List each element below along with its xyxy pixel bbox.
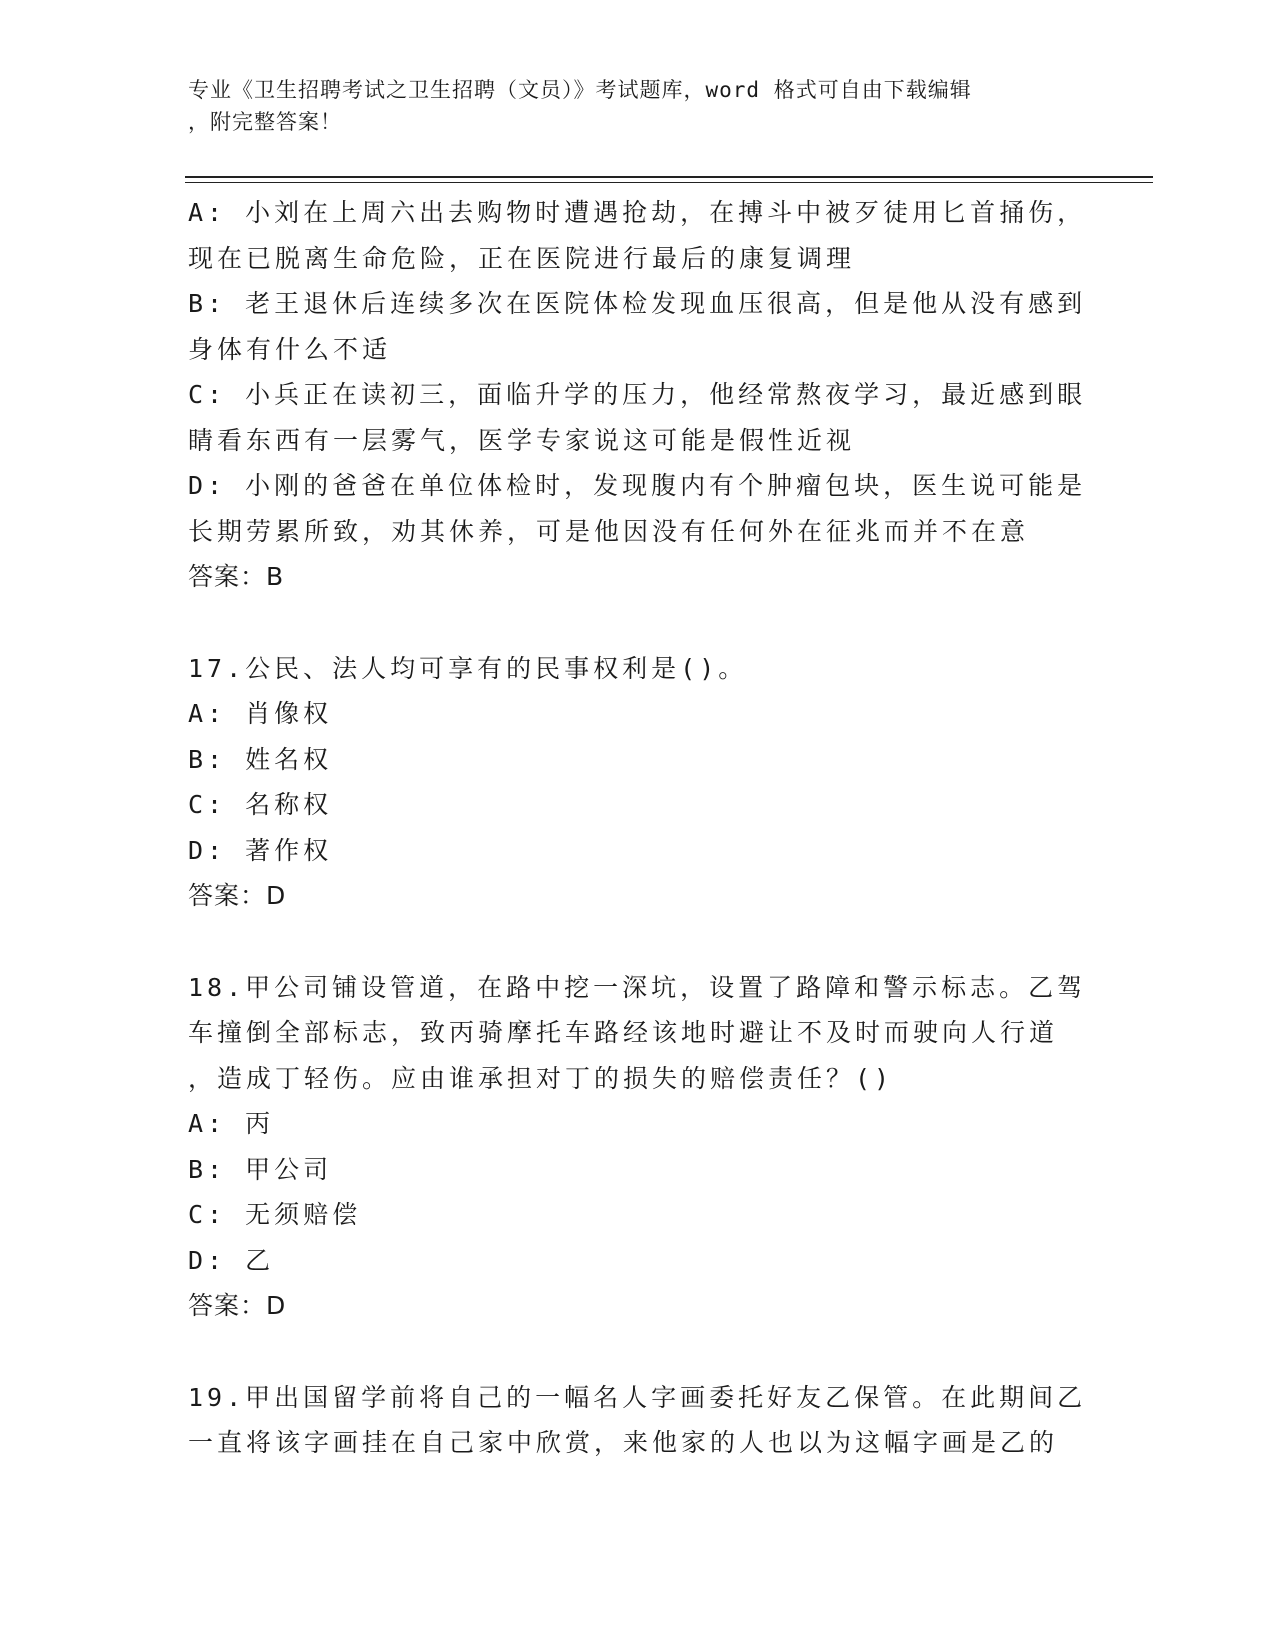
q18-question-line: 车撞倒全部标志，致丙骑摩托车路经该地时避让不及时而驶向人行道: [188, 1018, 1059, 1047]
q16-option-text: 睛看东西有一层雾气，医学专家说这可能是假性近视: [188, 425, 856, 455]
q17-option-d: D: 著作权: [188, 835, 333, 865]
q16-option-text: B: 老王退休后连续多次在医院体检发现血压很高，但是他从没有感到: [188, 289, 1087, 318]
q18-option-c: C: 无须赔偿: [188, 1200, 362, 1229]
q18-option-d: D: 乙: [188, 1245, 275, 1275]
q18-question-line: ，造成丁轻伤。应由谁承担对丁的损失的赔偿责任？(): [188, 1063, 894, 1093]
header-divider-thick: [185, 176, 1153, 178]
q18-question-line: 18.甲公司铺设管道，在路中挖一深坑，设置了路障和警示标志。乙驾: [188, 972, 1087, 1002]
q16-option-text: 长期劳累所致，劝其休养，可是他因没有任何外在征兆而并不在意: [188, 516, 1030, 546]
q16-option-text: C: 小兵正在读初三，面临升学的压力，他经常熬夜学习，最近感到眼: [188, 380, 1087, 409]
header-line-1: 专业《卫生招聘考试之卫生招聘（文员）》考试题库，word 格式可自由下载编辑: [188, 78, 972, 102]
document-header: [188, 74, 1068, 138]
q16-option-text: D: 小刚的爸爸在单位体检时，发现腹内有个肿瘤包块，医生说可能是: [188, 471, 1087, 500]
q18-option-b: B: 甲公司: [188, 1154, 333, 1184]
header-line-2: ，附完整答案！: [188, 110, 342, 134]
q16-option-text: A: 小刘在上周六出去购物时遭遇抢劫，在搏斗中被歹徒用匕首捅伤，: [188, 198, 1087, 227]
q16-option-text: 身体有什么不适: [188, 334, 392, 364]
q18-option-a: A: 丙: [188, 1109, 275, 1138]
question-content: [188, 190, 1088, 1466]
header-divider-thin: [185, 182, 1153, 183]
q17-option-c: C: 名称权: [188, 790, 333, 819]
q19-question-line: 一直将该字画挂在自己家中欣赏，来他家的人也以为这幅字画是乙的: [188, 1428, 1059, 1457]
q17-question: 17.公民、法人均可享有的民事权利是()。: [188, 653, 748, 683]
q17-option-a: A: 肖像权: [188, 699, 333, 728]
q17-answer: 答案：D: [188, 881, 287, 910]
q16-option-text: 现在已脱离生命危险，正在医院进行最后的康复调理: [188, 243, 856, 273]
q16-answer: 答案：B: [188, 562, 285, 591]
q18-answer: 答案：D: [188, 1291, 287, 1320]
q19-question-line: 19.甲出国留学前将自己的一幅名人字画委托好友乙保管。在此期间乙: [188, 1382, 1087, 1412]
q17-option-b: B: 姓名权: [188, 744, 333, 774]
